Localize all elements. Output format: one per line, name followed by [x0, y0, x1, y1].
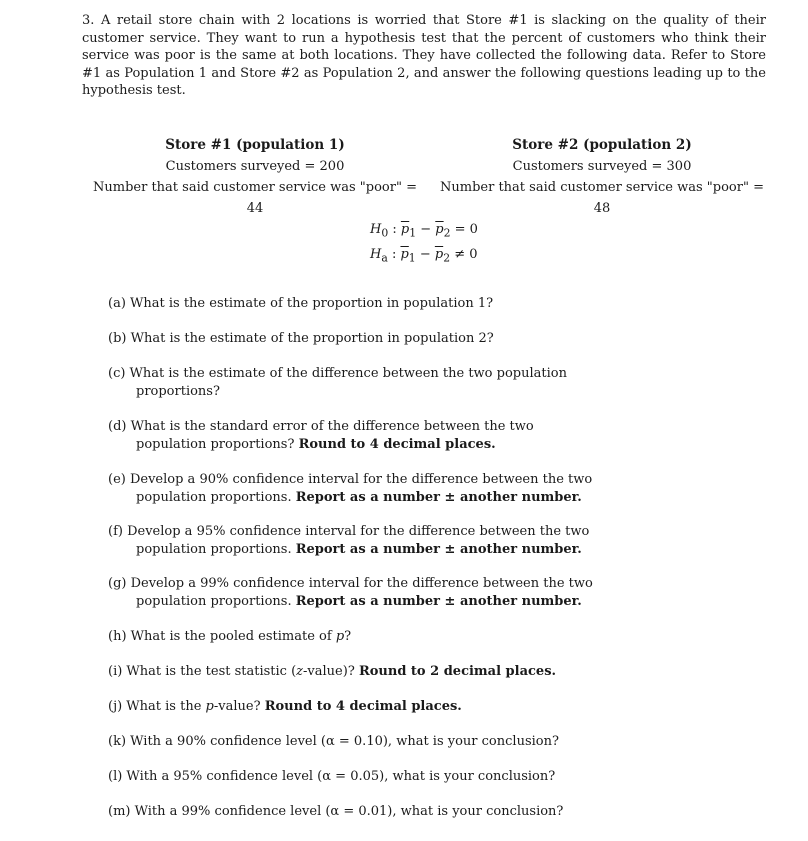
question-c: (c) What is the estimate of the difference between the two population proportions? [108, 366, 567, 399]
store-1-poor: Number that said customer service was "poor" = 44 [93, 180, 417, 216]
question-e: (e) Develop a 90% confidence interval for the difference between the two population proportions. Report as a number ± another number. [108, 472, 593, 505]
store-1-title: Store #1 (population 1) [165, 137, 345, 153]
store-2-poor: Number that said customer service was "poor" = 48 [440, 180, 764, 216]
question-i: (i) What is the test statistic (z-value)? Round to 2 decimal places. [108, 664, 557, 679]
problem-intro: 3. A retail store chain with 2 locations is worried that Store #1 is slacking on the quality of their customer service. They want to run a hypothesis test that the percent of customers who think their service was poor is the same at both locations. They have collected the following data. Refer to Store #1 as Population 1 and Store #2 as Population 2, and answer the following questions leading up to the hypothesis test. [82, 13, 766, 98]
question-a: (a) What is the estimate of the proportion in population 1? [108, 296, 494, 311]
null-hypothesis: $H_0$ : $\overline{p}_1 - \overline{p}_2 = 0$ [370, 222, 478, 240]
question-m: (m) With a 99% confidence level (α = 0.01), what is your conclusion? [108, 804, 564, 819]
question-g: (g) Develop a 99% confidence interval for the difference between the two population proportions. Report as a number ± another number. [108, 576, 593, 609]
store-1-data [85, 135, 425, 219]
question-f: (f) Develop a 95% confidence interval for the difference between the two population proportions. Report as a number ± another number. [108, 524, 590, 557]
hypotheses [370, 219, 478, 268]
question-b: (b) What is the estimate of the proportion in population 2? [108, 331, 494, 346]
question-l: (l) With a 95% confidence level (α = 0.05), what is your conclusion? [108, 769, 556, 784]
question-d: (d) What is the standard error of the difference between the two population proportions? Round to 4 decimal places. [108, 419, 534, 452]
store-2-surveyed: Customers surveyed = 300 [512, 159, 692, 174]
store-2-title: Store #2 (population 2) [512, 137, 692, 153]
question-j: (j) What is the p-value? Round to 4 decimal places. [108, 699, 462, 714]
alternative-hypothesis: $H_a$ : $\overline{p}_1 - \overline{p}_2 \ne 0$ [370, 246, 478, 265]
store-1-surveyed: Customers surveyed = 200 [165, 159, 345, 174]
question-k: (k) With a 90% confidence level (α = 0.10), what is your conclusion? [108, 734, 559, 749]
store-2-data [432, 135, 772, 219]
question-h: (h) What is the pooled estimate of p? [108, 629, 352, 644]
